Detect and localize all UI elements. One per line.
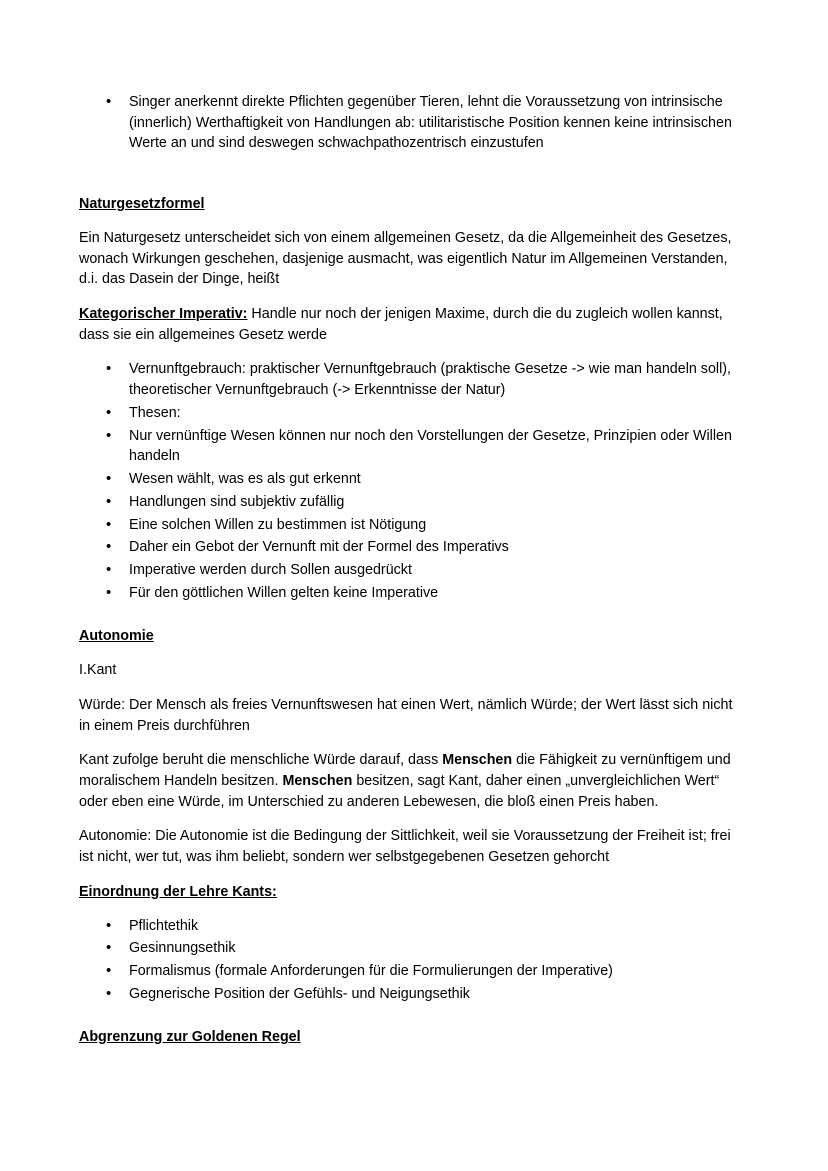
list-item: • Formalismus (formale Anforderungen für die Formulierungen der Imperative) xyxy=(79,961,746,982)
list-item: • Handlungen sind subjektiv zufällig xyxy=(79,492,746,513)
section-heading-einordnung: Einordnung der Lehre Kants: xyxy=(79,883,277,900)
paragraph-naturgesetz: Ein Naturgesetz unterscheidet sich von einem allgemeinen Gesetz, da die Allgemeinheit des Gesetzes, wonach Wirkungen geschehen, dasjenige ausmacht, was eigentlich Natur im Allgemeinen Verstanden, d.i. das Dasein der Dinge, heißt xyxy=(79,229,732,288)
document-body xyxy=(79,92,746,1004)
intro-bullet-list xyxy=(79,92,746,154)
paragraph-wuerde: Würde: Der Mensch als freies Vernunftswesen hat einen Wert, nämlich Würde; der Wert lässt sich nicht in einem Preis durchführen xyxy=(79,696,733,734)
lead-label-kategorischer-imperativ: Kategorischer Imperativ: xyxy=(79,306,248,323)
emphasis-menschen-2: Menschen xyxy=(282,772,353,789)
list-item: • Für den göttlichen Willen gelten keine Imperative xyxy=(79,583,746,604)
paragraph-part-2: die Fähigkeit zu vernünftigem und moralischem Handeln besitzen. xyxy=(79,752,731,789)
list-item: • Wesen wählt, was es als gut erkennt xyxy=(79,469,746,490)
list-item: • Vernunftgebrauch: praktischer Vernunftgebrauch (praktische Gesetze -> wie man handeln soll), theoretischer Vernunftgebrauch (-> Erkenntnisse der Natur) xyxy=(79,359,746,400)
paragraph-kategorischer-imperativ xyxy=(79,304,746,345)
paragraph-autonomie: Autonomie: Die Autonomie ist die Bedingung der Sittlichkeit, weil sie Voraussetzung der Freiheit ist; frei ist nicht, wer tut, was ihm beliebt, sondern wer selbstgegebenen Gesetzen gehorcht xyxy=(79,828,731,866)
list-item: • Gesinnungsethik xyxy=(79,938,746,959)
emphasis-menschen-1: Menschen xyxy=(442,752,513,769)
list-item: • Singer anerkennt direkte Pflichten gegenüber Tieren, lehnt die Voraussetzung von intrinsische (innerlich) Werthaftigkeit von Handlungen ab: utilitaristische Position kennen keine intrinsischen Werte an und sind deswegen schwachpathozentrisch einzustufen xyxy=(79,92,746,154)
bullet-list-kategorischer-imperativ xyxy=(79,359,746,603)
bullet-list-einordnung xyxy=(79,916,746,1005)
paragraph-part-1: Kant zufolge beruht die menschliche Würde darauf, dass xyxy=(79,752,443,769)
list-item: • Eine solchen Willen zu bestimmen ist Nötigung xyxy=(79,515,746,536)
list-item: • Gegnerische Position der Gefühls- und Neigungsethik xyxy=(79,984,746,1005)
section-heading-abgrenzung: Abgrenzung zur Goldenen Regel xyxy=(79,1029,301,1045)
section-heading-autonomie: Autonomie xyxy=(79,628,154,645)
list-item: • Nur vernünftige Wesen können nur noch den Vorstellungen der Gesetze, Prinzipien oder Willen handeln xyxy=(79,426,746,467)
paragraph-part-3: besitzen, sagt Kant, daher einen „unvergleichlichen Wert“ oder eben eine Würde, im Unterschied zu anderen Lebewesen, die bloß einen Preis haben. xyxy=(79,772,720,810)
section-spacer xyxy=(79,617,746,626)
list-item: • Imperative werden durch Sollen ausgedrückt xyxy=(79,560,746,581)
section-heading-naturgesetzformel: Naturgesetzformel xyxy=(79,196,205,213)
author-line: I.Kant xyxy=(79,662,117,679)
lead-text-kategorischer-imperativ: Handle nur noch der jenigen Maxime, durch die du zugleich wollen kannst, dass sie ein allgemeines Gesetz werde xyxy=(79,306,723,343)
list-item: • Daher ein Gebot der Vernunft mit der Formel des Imperativs xyxy=(79,537,746,558)
paragraph-menschenwuerde xyxy=(79,750,746,812)
list-item: • Thesen: xyxy=(79,403,746,424)
section-spacer xyxy=(79,168,746,194)
list-item: • Pflichtethik xyxy=(79,916,746,937)
